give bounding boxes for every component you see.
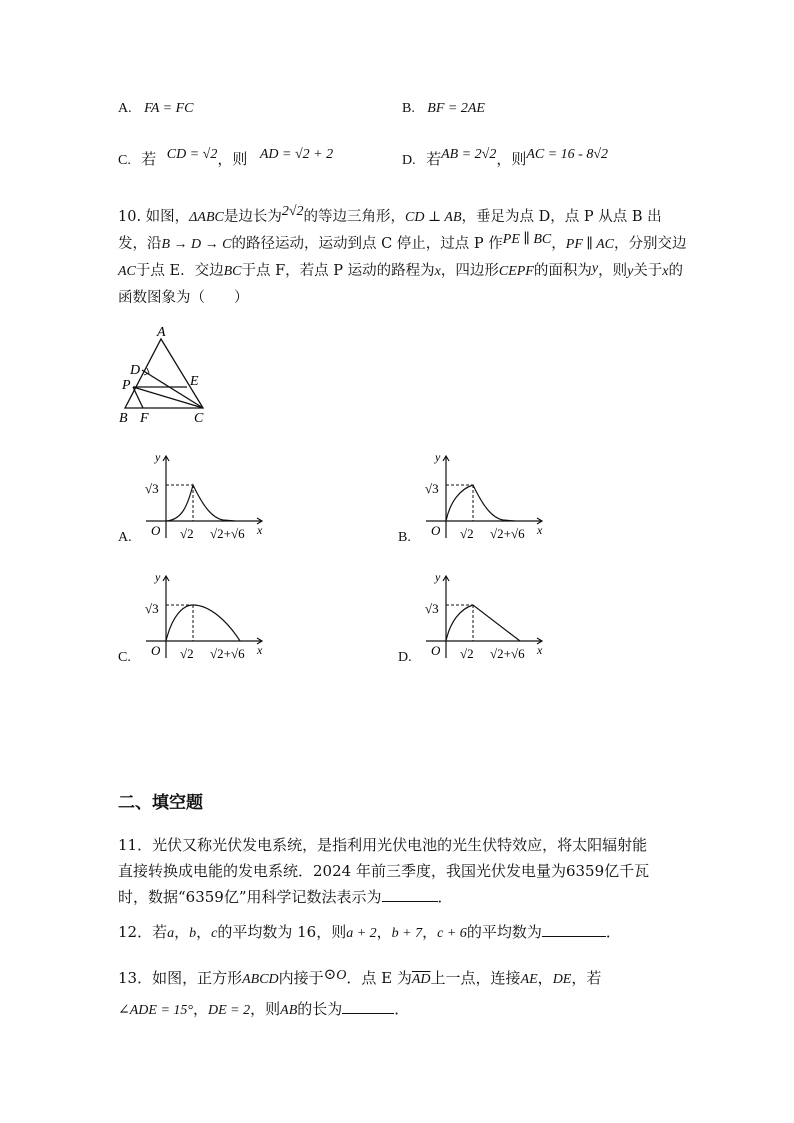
graph-b [420, 446, 560, 546]
y-axis-label: y [435, 570, 441, 584]
x-tick1-label: √2 [180, 646, 194, 661]
q10-number: 10. 如图， [118, 209, 190, 225]
q10-perp: CD ⊥ AB [405, 210, 462, 225]
option-expr2: AD = √2 + 2 [259, 147, 334, 162]
square-abcd: ABCD [242, 972, 279, 987]
q10-text: 于点 E．交边 [135, 263, 224, 279]
q10-text: ，四边形 [440, 263, 499, 279]
option-ze: ，则 [496, 150, 527, 168]
comma: ， [376, 923, 392, 941]
q9-option-a [118, 100, 193, 117]
x-tick2-label: √2+√6 [210, 526, 245, 541]
x-axis-label: x [537, 643, 543, 657]
section-title: 二、填空题 [118, 793, 203, 813]
origin-label: O [151, 523, 161, 538]
q10-cepf: CEPF [498, 264, 534, 279]
x-tick2-label: √2+√6 [210, 646, 245, 661]
q10-triangle: ΔABC [189, 210, 224, 225]
var-a: a [167, 926, 175, 941]
y-tick-label: √3 [425, 601, 439, 616]
q9-option-c [118, 148, 333, 169]
option-label: B. [402, 101, 415, 116]
curve-a [166, 485, 235, 521]
x-axis-label: x [257, 643, 263, 657]
curve-d [446, 605, 520, 641]
q13-text: 内接于 [278, 969, 324, 987]
graph-d-label: D. [398, 650, 412, 665]
label-f: F [140, 411, 149, 426]
q10-text: 的路径运动，运动到点 C 停止，过点 P 作 [231, 236, 503, 252]
origin-label: O [431, 523, 441, 538]
graph-c-label: C. [118, 650, 131, 665]
q13-text: ，则 [250, 1000, 281, 1018]
option-label: C. [118, 153, 131, 168]
option-expr: FA = FC [144, 101, 194, 116]
x-tick2-label: √2+√6 [490, 646, 525, 661]
graph-a [140, 446, 280, 546]
option-ruo: 若 [426, 150, 442, 168]
q10-pe: PE ∥ BC [502, 232, 552, 247]
q10-text: ，分别交边 [613, 236, 687, 252]
q10-ac: AC [118, 264, 136, 279]
graph-c [140, 566, 280, 666]
q13-text: 的长为 [297, 1000, 343, 1018]
option-label: D. [402, 153, 416, 168]
label-b: B [119, 411, 128, 426]
q10-text: 于点 F，若点 P 运动的路程为 [241, 263, 435, 279]
x-tick2-label: √2+√6 [490, 526, 525, 541]
option-expr1: AB = 2√2 [441, 147, 497, 162]
q12-text: 12．若 [118, 923, 168, 941]
option-ruo: 若 [141, 150, 157, 168]
q10-text: 的等边三角形， [303, 209, 406, 225]
q10-text: 关于 [633, 263, 663, 279]
q11-line3 [118, 886, 453, 907]
label-c: C [194, 411, 204, 426]
x-tick1-label: √2 [460, 526, 474, 541]
y-tick-label: √3 [145, 601, 159, 616]
label-a: A [157, 325, 166, 340]
q11-line2: 直接转换成电能的发电系统．2024 年前三季度，我国光伏发电量为6359亿千瓦 [118, 862, 650, 880]
q13-text: ．点 E 为 [346, 969, 412, 987]
option-expr1: CD = √2 [166, 147, 218, 162]
q9-option-b [402, 100, 485, 117]
option-ze: ，则 [217, 150, 248, 168]
x-tick1-label: √2 [460, 646, 474, 661]
q13-end: ． [394, 1000, 410, 1018]
y-tick-label: √3 [425, 481, 439, 496]
curve-b [446, 485, 515, 521]
q10-y2: y [627, 264, 634, 279]
q10-text: 是边长为 [223, 209, 282, 225]
q11-line1: 11．光伏又称光伏发电系统，是指利用光伏电池的光生伏特效应，将太阳辐射能 [118, 836, 648, 854]
triangle-figure [110, 322, 220, 426]
comma: ， [193, 1000, 209, 1018]
comma: ， [537, 969, 553, 987]
arc-ad: $\overline{AD}$ [411, 972, 431, 987]
q10-path: B → D → C [161, 237, 232, 252]
q10-text: 的面积为 [533, 263, 592, 279]
q12-text: 的平均数为 16，则 [217, 923, 347, 941]
q13-line1 [118, 967, 601, 988]
y-axis-label: y [435, 450, 441, 464]
circle-symbol: ⊙ [323, 965, 337, 983]
segment-de: DE [552, 972, 572, 987]
q10-x: x [434, 264, 441, 279]
comma: ， [422, 923, 438, 941]
q11-text: 时，数据“6359亿”用科学记数法表示为 [118, 888, 382, 906]
answer-blank[interactable] [342, 999, 394, 1014]
comma: ， [174, 923, 190, 941]
q10-x2: x [662, 264, 669, 279]
option-expr2: AC = 16 - 8√2 [526, 147, 609, 162]
q13-text: ，若 [571, 969, 602, 987]
answer-blank[interactable] [542, 922, 606, 937]
q10-text: ，则 [598, 263, 628, 279]
comma: ， [196, 923, 212, 941]
angle-ade: ∠ADE = 15° [118, 1003, 193, 1018]
y-tick-label: √3 [145, 481, 159, 496]
q12-text: 的平均数为 [466, 923, 542, 941]
var-b: b [189, 926, 197, 941]
q10-stem [118, 204, 688, 311]
point-o: O [336, 968, 347, 983]
q11-end: ． [437, 888, 453, 906]
curve-c [166, 605, 240, 641]
graph-b-label: B. [398, 530, 411, 545]
label-d: D [130, 363, 141, 378]
q10-pf: PF ∥ AC [565, 237, 614, 252]
q13-line2 [118, 998, 409, 1019]
expr-b-plus-7: b + 7 [391, 926, 423, 941]
y-axis-label: y [155, 450, 161, 464]
de-length: DE = 2 [208, 1003, 251, 1018]
q13-text: 13．如图，正方形 [118, 969, 243, 987]
q10-text: ，垂足为点 D，点 P 从点 B 出发，沿 [118, 209, 662, 252]
x-tick1-label: √2 [180, 526, 194, 541]
origin-label: O [151, 643, 161, 658]
answer-blank[interactable] [382, 887, 438, 902]
expr-a-plus-2: a + 2 [346, 926, 377, 941]
segment-ab: AB [280, 1003, 298, 1018]
q10-bc: BC [223, 264, 242, 279]
y-axis-label: y [155, 570, 161, 584]
segment-ae: AE [520, 972, 538, 987]
x-axis-label: x [537, 523, 543, 537]
option-expr: BF = 2AE [427, 101, 485, 116]
label-p: P [122, 378, 131, 393]
var-c: c [211, 926, 218, 941]
label-e: E [190, 374, 199, 389]
q10-y: y [591, 261, 599, 276]
q12-end: ． [605, 923, 621, 941]
option-label: A. [118, 101, 132, 116]
q10-text: ， [551, 236, 566, 252]
q12 [118, 921, 621, 942]
q10-text: 的函数图象为（ ） [118, 263, 684, 306]
origin-label: O [431, 643, 441, 658]
graph-d [420, 566, 560, 666]
q13-text: 上一点，连接 [430, 969, 521, 987]
graph-a-label: A. [118, 530, 132, 545]
q9-option-d [402, 148, 608, 169]
q10-side: 2√2 [281, 204, 304, 219]
expr-c-plus-6: c + 6 [437, 926, 467, 941]
x-axis-label: x [257, 523, 263, 537]
